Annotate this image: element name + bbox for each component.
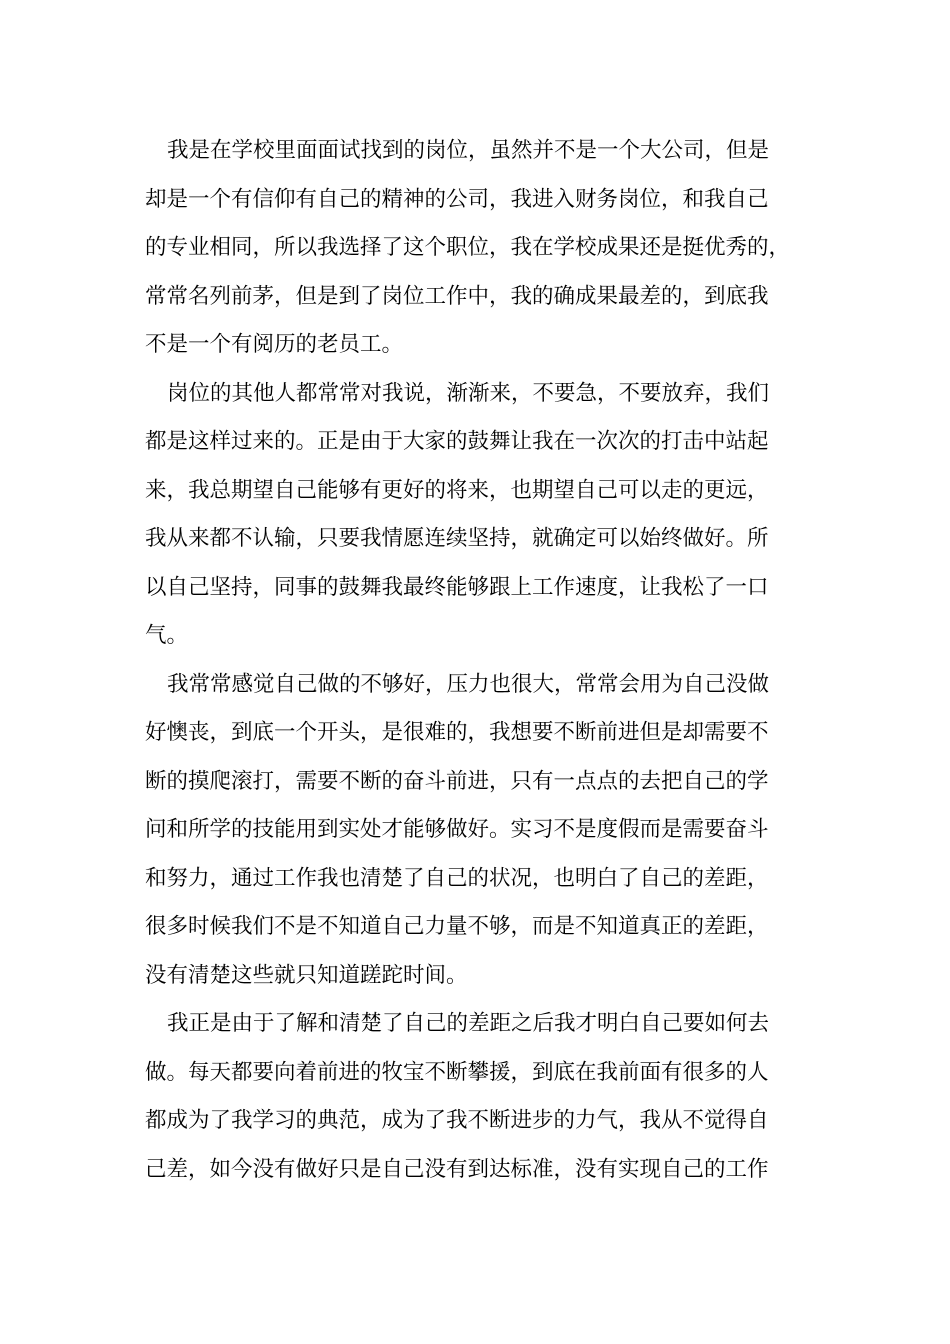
paragraph-line: 很多时候我们不是不知道自己力量不够，而是不知道真正的差距， (145, 914, 769, 939)
paragraph-line: 以自己坚持，同事的鼓舞我最终能够跟上工作速度，让我松了一口 (145, 574, 769, 600)
paragraph-line: 己差，如今没有做好只是自己没有到达标准，没有实现自己的工作 (145, 1156, 769, 1182)
paragraph-line: 和努力，通过工作我也清楚了自己的状况，也明白了自己的差距， (145, 865, 769, 891)
paragraph-line: 气。 (145, 623, 189, 648)
paragraph-line: 常常名列前茅，但是到了岗位工作中，我的确成果最差的，到底我 (145, 283, 769, 309)
body-text (145, 127, 825, 1194)
paragraph-4 (145, 1000, 825, 1194)
paragraph-line: 的专业相同，所以我选择了这个职位，我在学校成果还是挺优秀的， (145, 235, 791, 260)
paragraph-2 (145, 370, 825, 661)
paragraph-line: 却是一个有信仰有自己的精神的公司，我进入财务岗位，和我自己 (145, 186, 769, 212)
paragraph-line: 都是这样过来的。正是由于大家的鼓舞让我在一次次的打击中站起 (145, 429, 769, 454)
paragraph-line: 不是一个有阅历的老员工。 (145, 332, 404, 357)
paragraph-line: 我正是由于了解和清楚了自己的差距之后我才明白自己要如何去 (167, 1011, 770, 1036)
paragraph-line: 我从来都不认输，只要我情愿连续坚持，就确定可以始终做好。所 (145, 526, 769, 551)
paragraph-line: 都成为了我学习的典范，成为了我不断进步的力气，我从不觉得自 (145, 1108, 769, 1133)
paragraph-line: 断的摸爬滚打，需要不断的奋斗前进，只有一点点的去把自己的学 (145, 768, 769, 794)
paragraph-line: 没有清楚这些就只知道蹉跎时间。 (145, 962, 468, 988)
paragraph-line: 我常常感觉自己做的不够好，压力也很大，常常会用为自己没做 (167, 671, 770, 697)
paragraph-line: 我是在学校里面面试找到的岗位，虽然并不是一个大公司，但是 (167, 138, 770, 163)
paragraph-line: 来，我总期望自己能够有更好的将来，也期望自己可以走的更远， (145, 477, 769, 503)
paragraph-1 (145, 127, 825, 370)
paragraph-3 (145, 661, 825, 1001)
paragraph-line: 好懊丧，到底一个开头，是很难的，我想要不断前进但是却需要不 (145, 720, 769, 745)
paragraph-line: 做。每天都要向着前进的牧宝不断攀援，到底在我前面有很多的人 (145, 1059, 769, 1085)
paragraph-line: 岗位的其他人都常常对我说，渐渐来，不要急，不要放弃，我们 (167, 380, 770, 406)
paragraph-line: 问和所学的技能用到实处才能够做好。实习不是度假而是需要奋斗 (145, 817, 769, 842)
